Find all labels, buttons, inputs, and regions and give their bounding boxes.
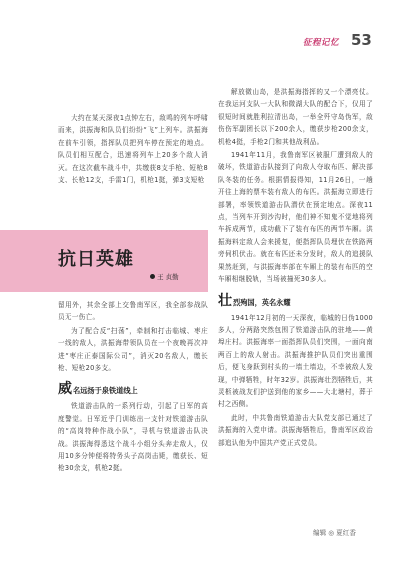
section-heading-text: 烈殉国，英名永耀	[233, 297, 291, 307]
editor-credit: 编辑 ◎ 夏红香	[313, 529, 356, 537]
author-icon	[150, 274, 155, 279]
paragraph: 1941年12月初的一天深夜，临城的日伪1000多人，分两路突然包围了铁道游击队的驻地——黄埠庄村。洪振海率一面指挥队员们突围，一面向南两百上的敌人射击。洪振海推护队员们突出重围后，便飞身跃到村头的一墙土墙边，不幸被敌人发现，中弹牺牲，时年32岁。洪振海壮烈牺牲后，其灵柩被战友们护送到他的家乡——大北塘村，葬于村之西侧。	[218, 313, 373, 409]
section-heading-text: 名远扬于泉铁道线上	[73, 386, 138, 396]
author-byline	[150, 272, 179, 281]
article-title: 抗日英雄	[58, 249, 134, 270]
paragraph: 为了配合反“扫荡”，牵制和打击临城、枣庄一线的敌人，洪振海带领队员在一个夜晚再次冲进“枣庄正泰国际公司”，消灭20名敌人，缴长枪、短枪20多支。	[58, 326, 208, 373]
right-column	[218, 86, 373, 450]
section-heading-initial: 威	[58, 381, 72, 398]
paragraph: 此时，中共鲁南铁道游击大队党支部已通过了洪振海的入党申请。洪振海牺牲后，鲁南军区政治部追认他为中国共产党正式党员。	[218, 413, 373, 447]
author-name: 王 贞勤	[157, 273, 179, 281]
paragraph: 留用外，其余全部上交鲁南军区，我全部参战队员无一伤亡。	[58, 301, 208, 322]
section-heading	[58, 382, 208, 396]
paragraph: 铁道游击队的一系列行动，引起了日军的高度警觉。日军近乎门训练出一支针对铁道游击队的“高岗特种作战小队”，寻机与铁道游击队决战。洪振海得悉这个战斗小组分头奔走敌人，仅用10多分钟便将特务头子高岗击毙，缴获长、短枪30余支，机枪2挺。	[58, 402, 208, 473]
left-column-top	[58, 112, 208, 187]
header-label: 征程记忆	[303, 38, 340, 48]
left-column-bottom	[58, 299, 208, 476]
paragraph: 大约在某天深夜1点钟左右，敌鸣的列车呼啸而来，洪振海和队员们纷纷“飞”上列车。洪振海在前车引领，指挥队员把列车停在预定的地点。队员们相互配合，迅速将列车上20多个敌人消灭。在这次截车战斗中，共缴获8支手枪、短枪8支、长枪12支，手雷1门，机枪1挺，弹3支短枪	[58, 114, 208, 185]
paragraph: 1941年11月，我鲁南军区被服厂遭到敌人的破坏，铁道游击队接到了向敌人夺取布匹、解决部队冬装的任务。根据情报得知，11月26日，一趟开往上海的票车装有敌人的布匹。洪振海立即进行部署，率领铁道游击队潜伏在预定地点。深夜11点，当列车开到沙沟时，他们神不知鬼不觉地将列车拆成两节，成功截下了装有布匹的两节车厢。洪振海料定敌人会来援复，便指挥队员埋伏在铁路两旁伺机伏击。就在布匹还未分发时，敌人的追援队果然赶到，与洪振海率部在车厢上的装有布匹的空车厢相继脱轨，当场被撞死30多人。	[218, 151, 373, 284]
page-number: 53	[351, 31, 372, 49]
paragraph: 解放微山岛，是洪振海指挥的又一个漂亮仗。在我运河支队一大队和微湖大队的配合下，仅用了很短时间就胜利拉清出岛，一举全歼守岛伪军，敌伤伤军副团长以下200余人，缴获步枪200余支，机枪4挺，手枪2门和其他战利品。	[218, 88, 373, 146]
section-heading	[218, 294, 373, 308]
section-heading-initial: 壮	[218, 292, 232, 309]
